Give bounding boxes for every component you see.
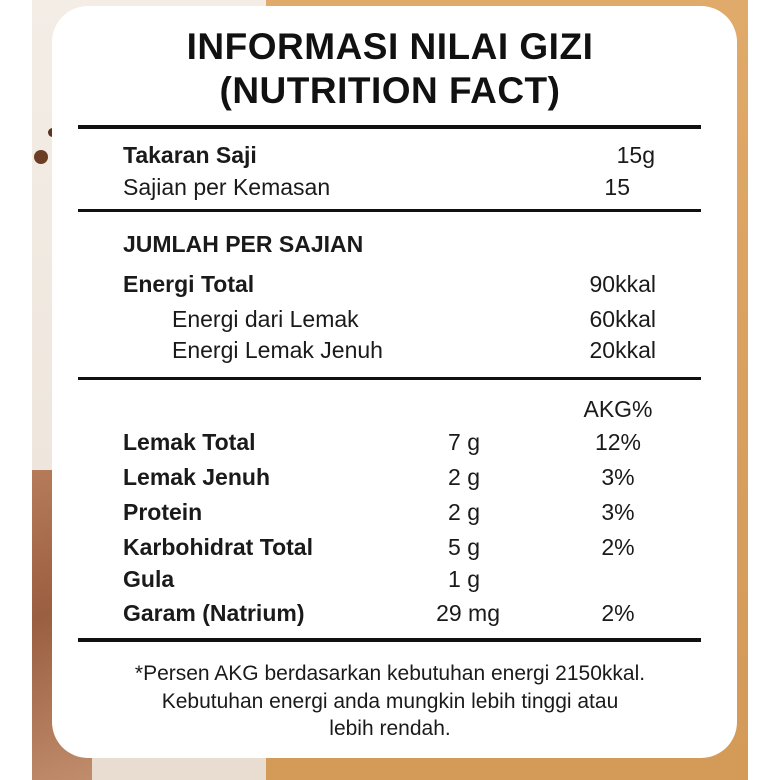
servings-per-pack-label: Sajian per Kemasan <box>123 174 331 200</box>
nutrient-akg: 3% <box>601 499 635 525</box>
nutrient-akg: 2% <box>601 534 635 560</box>
energy-from-fat-label: Energi dari Lemak <box>172 306 359 332</box>
serving-size-label: Takaran Saji <box>123 142 257 168</box>
energy-from-fat-value: 60kkal <box>589 306 656 332</box>
title-line-2: (NUTRITION FACT) <box>219 70 561 111</box>
nutrient-name: Protein <box>123 499 203 525</box>
servings-per-pack-value: 15 <box>604 174 630 200</box>
nutrient-amount: 7 g <box>448 429 480 455</box>
nutrient-name: Gula <box>123 566 175 592</box>
divider <box>78 377 701 380</box>
nutrient-akg: 3% <box>601 464 635 490</box>
nutrient-akg: 12% <box>594 429 642 455</box>
nutrient-amount: 1 g <box>448 566 480 592</box>
serving-size-value: 15g <box>616 142 655 168</box>
nutrient-amount: 2 g <box>448 464 480 490</box>
footnote-line-2: Kebutuhan energi anda mungkin lebih tinggi atau <box>161 690 619 713</box>
energy-total-value: 90kkal <box>589 271 656 297</box>
nutrition-facts-card <box>52 6 737 758</box>
nutrient-akg: 2% <box>601 600 635 626</box>
divider-thick <box>78 638 701 642</box>
nutrient-name: Karbohidrat Total <box>123 534 313 560</box>
nutrient-amount: 29 mg <box>436 600 500 626</box>
chocolate-crumb <box>34 150 48 164</box>
title-line-1: INFORMASI NILAI GIZI <box>186 26 594 67</box>
divider-thick <box>78 125 701 129</box>
nutrient-name: Lemak Jenuh <box>123 464 270 490</box>
energy-saturated-fat-label: Energi Lemak Jenuh <box>172 337 383 363</box>
energy-saturated-fat-value: 20kkal <box>589 337 656 363</box>
akg-header: AKG% <box>583 396 653 422</box>
divider <box>78 209 701 212</box>
footnote-line-1: *Persen AKG berdasarkan kebutuhan energi 2150kkal. <box>134 662 646 685</box>
nutrient-name: Garam (Natrium) <box>123 600 305 626</box>
nutrient-amount: 5 g <box>448 534 480 560</box>
nutrient-name: Lemak Total <box>123 429 256 455</box>
footnote-line-3: lebih rendah. <box>329 717 451 740</box>
energy-total-label: Energi Total <box>123 271 255 297</box>
amount-per-serving-header: JUMLAH PER SAJIAN <box>123 231 364 257</box>
nutrient-amount: 2 g <box>448 499 480 525</box>
